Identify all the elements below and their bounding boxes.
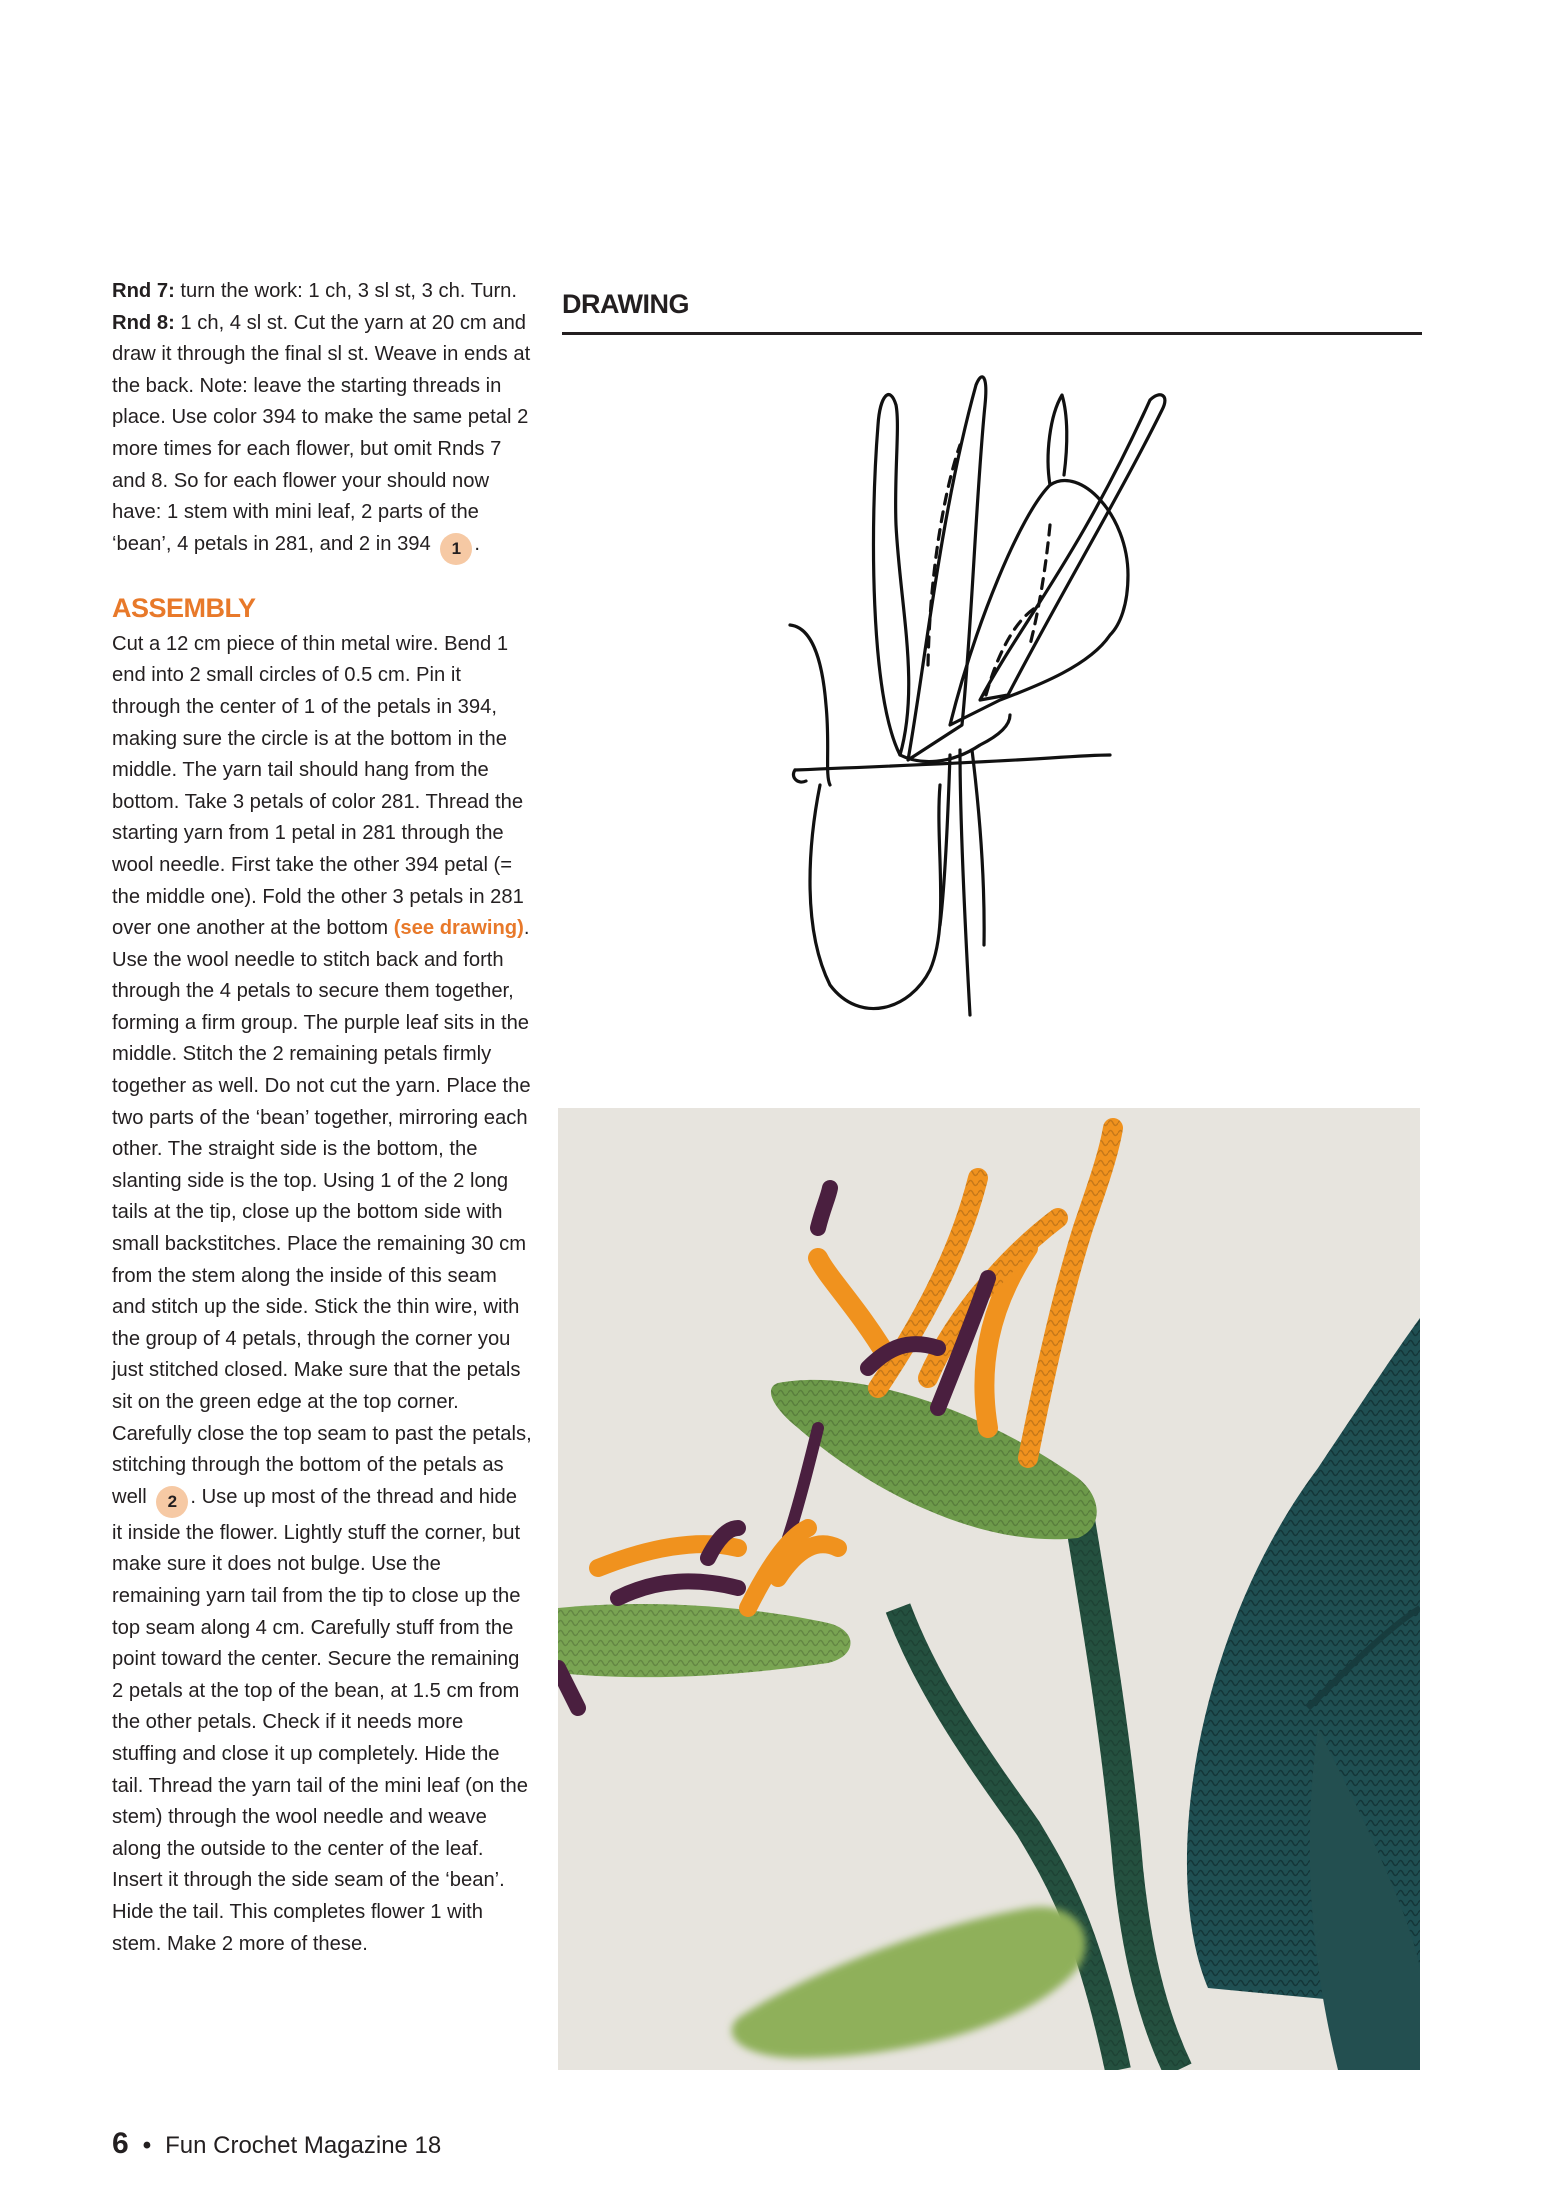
assembly-paragraph xyxy=(112,629,532,1960)
magazine-title: Fun Crochet Magazine 18 xyxy=(165,2132,442,2159)
assembly-text-b: . Use the wool needle to stitch back and forth through the 4 petals to secure them together, forming a firm group. The purple leaf sits in the middle. Stitch the 2 remaining petals firmly together as well. Do not cut the yarn. Place the two parts of the ‘bean’ together, mirroring each other. The straight side is the bottom, the slanting side is the top. Using 1 of the 2 long tails at the tip, close up the bottom side with small backstitches. Place the remaining 30 cm from the stem along the inside of this seam and stitch up the side. Stick the thin wire, with the group of 4 petals, through the corner you just stitched closed. Make sure that the petals sit on the green edge at the top corner. Carefully close the top seam to past the petals, stitching through the bottom of the petals as well xyxy=(112,917,532,1508)
footer-bullet: • xyxy=(142,2132,152,2159)
drawing-thread-vertical xyxy=(960,750,970,1015)
page-number: 6 xyxy=(112,2127,129,2160)
assembly-heading: ASSEMBLY xyxy=(112,592,256,623)
assembly-line-drawing xyxy=(750,365,1210,1035)
rnd7-text: turn the work: 1 ch, 3 sl st, 3 ch. Turn. xyxy=(174,280,518,302)
drawing-petal-diagonal xyxy=(980,395,1165,700)
rnd7-label: Rnd 7: xyxy=(112,280,175,302)
rnd8-text: 1 ch, 4 sl st. Cut the yarn at 20 cm and draw it through the final sl st. Weave in ends at the back. Note: leave the starting threads in place. Use color 394 to make the same petal 2 more times for each flower, but omit Rnds 7 and 8. So for each flower your should now have: 1 stem with mini leaf, 2 parts of the ‘bean’, 4 petals in 281, and 2 in 394 xyxy=(112,311,531,555)
drawing-thread-loop-down xyxy=(810,785,941,1009)
intro-paragraph xyxy=(112,276,532,565)
flower-photo xyxy=(558,1108,1420,2070)
assembly-text-c: . Use up most of the thread and hide it inside the flower. Lightly stuff the corner, but make sure it does not bulge. Use the remaining yarn tail from the tip to close up the top seam along 4 cm. Carefully stuff from the point toward the center. Secure the remaining 2 petals at the top of the bean, at 1.5 cm from the other petals. Check if it needs more stuffing and close it up completely. Hide the tail. Thread the yarn tail of the mini leaf (on the stem) through the wool needle and weave along the outside to the center of the leaf. Insert it through the side seam of the ‘bean’. Hide the tail. This completes flower 1 with stem. Make 2 more of these. xyxy=(112,1485,528,1955)
drawing-thread-loop-up xyxy=(790,625,830,785)
see-drawing-link[interactable]: (see drawing) xyxy=(393,917,524,940)
drawing-divider xyxy=(562,332,1422,335)
instructions-column xyxy=(112,276,532,1960)
drawing-petal-center xyxy=(908,377,986,760)
drawing-heading: DRAWING xyxy=(562,289,689,319)
intro-end: . xyxy=(474,532,480,555)
drawing-petal-left xyxy=(873,395,908,755)
assembly-text-a: Cut a 12 cm piece of thin metal wire. Bend 1 end into 2 small circles of 0.5 cm. Pin it through the center of 1 of the petals in 394, making sure the circle is at the bottom in the middle. The yarn tail should hang from the bottom. Take 3 petals of color 281. Thread the starting yarn from 1 petal in 281 through the wool needle. First take the other 394 petal (= the middle one). Fold the other 3 petals in 281 over one another at the bottom xyxy=(112,632,524,940)
step-badge-1: 1 xyxy=(440,533,472,565)
rnd8-label: Rnd 8: xyxy=(112,311,175,334)
page-footer xyxy=(112,2124,441,2164)
step-badge-2: 2 xyxy=(156,1486,188,1518)
drawing-petal-inner xyxy=(1048,395,1067,485)
